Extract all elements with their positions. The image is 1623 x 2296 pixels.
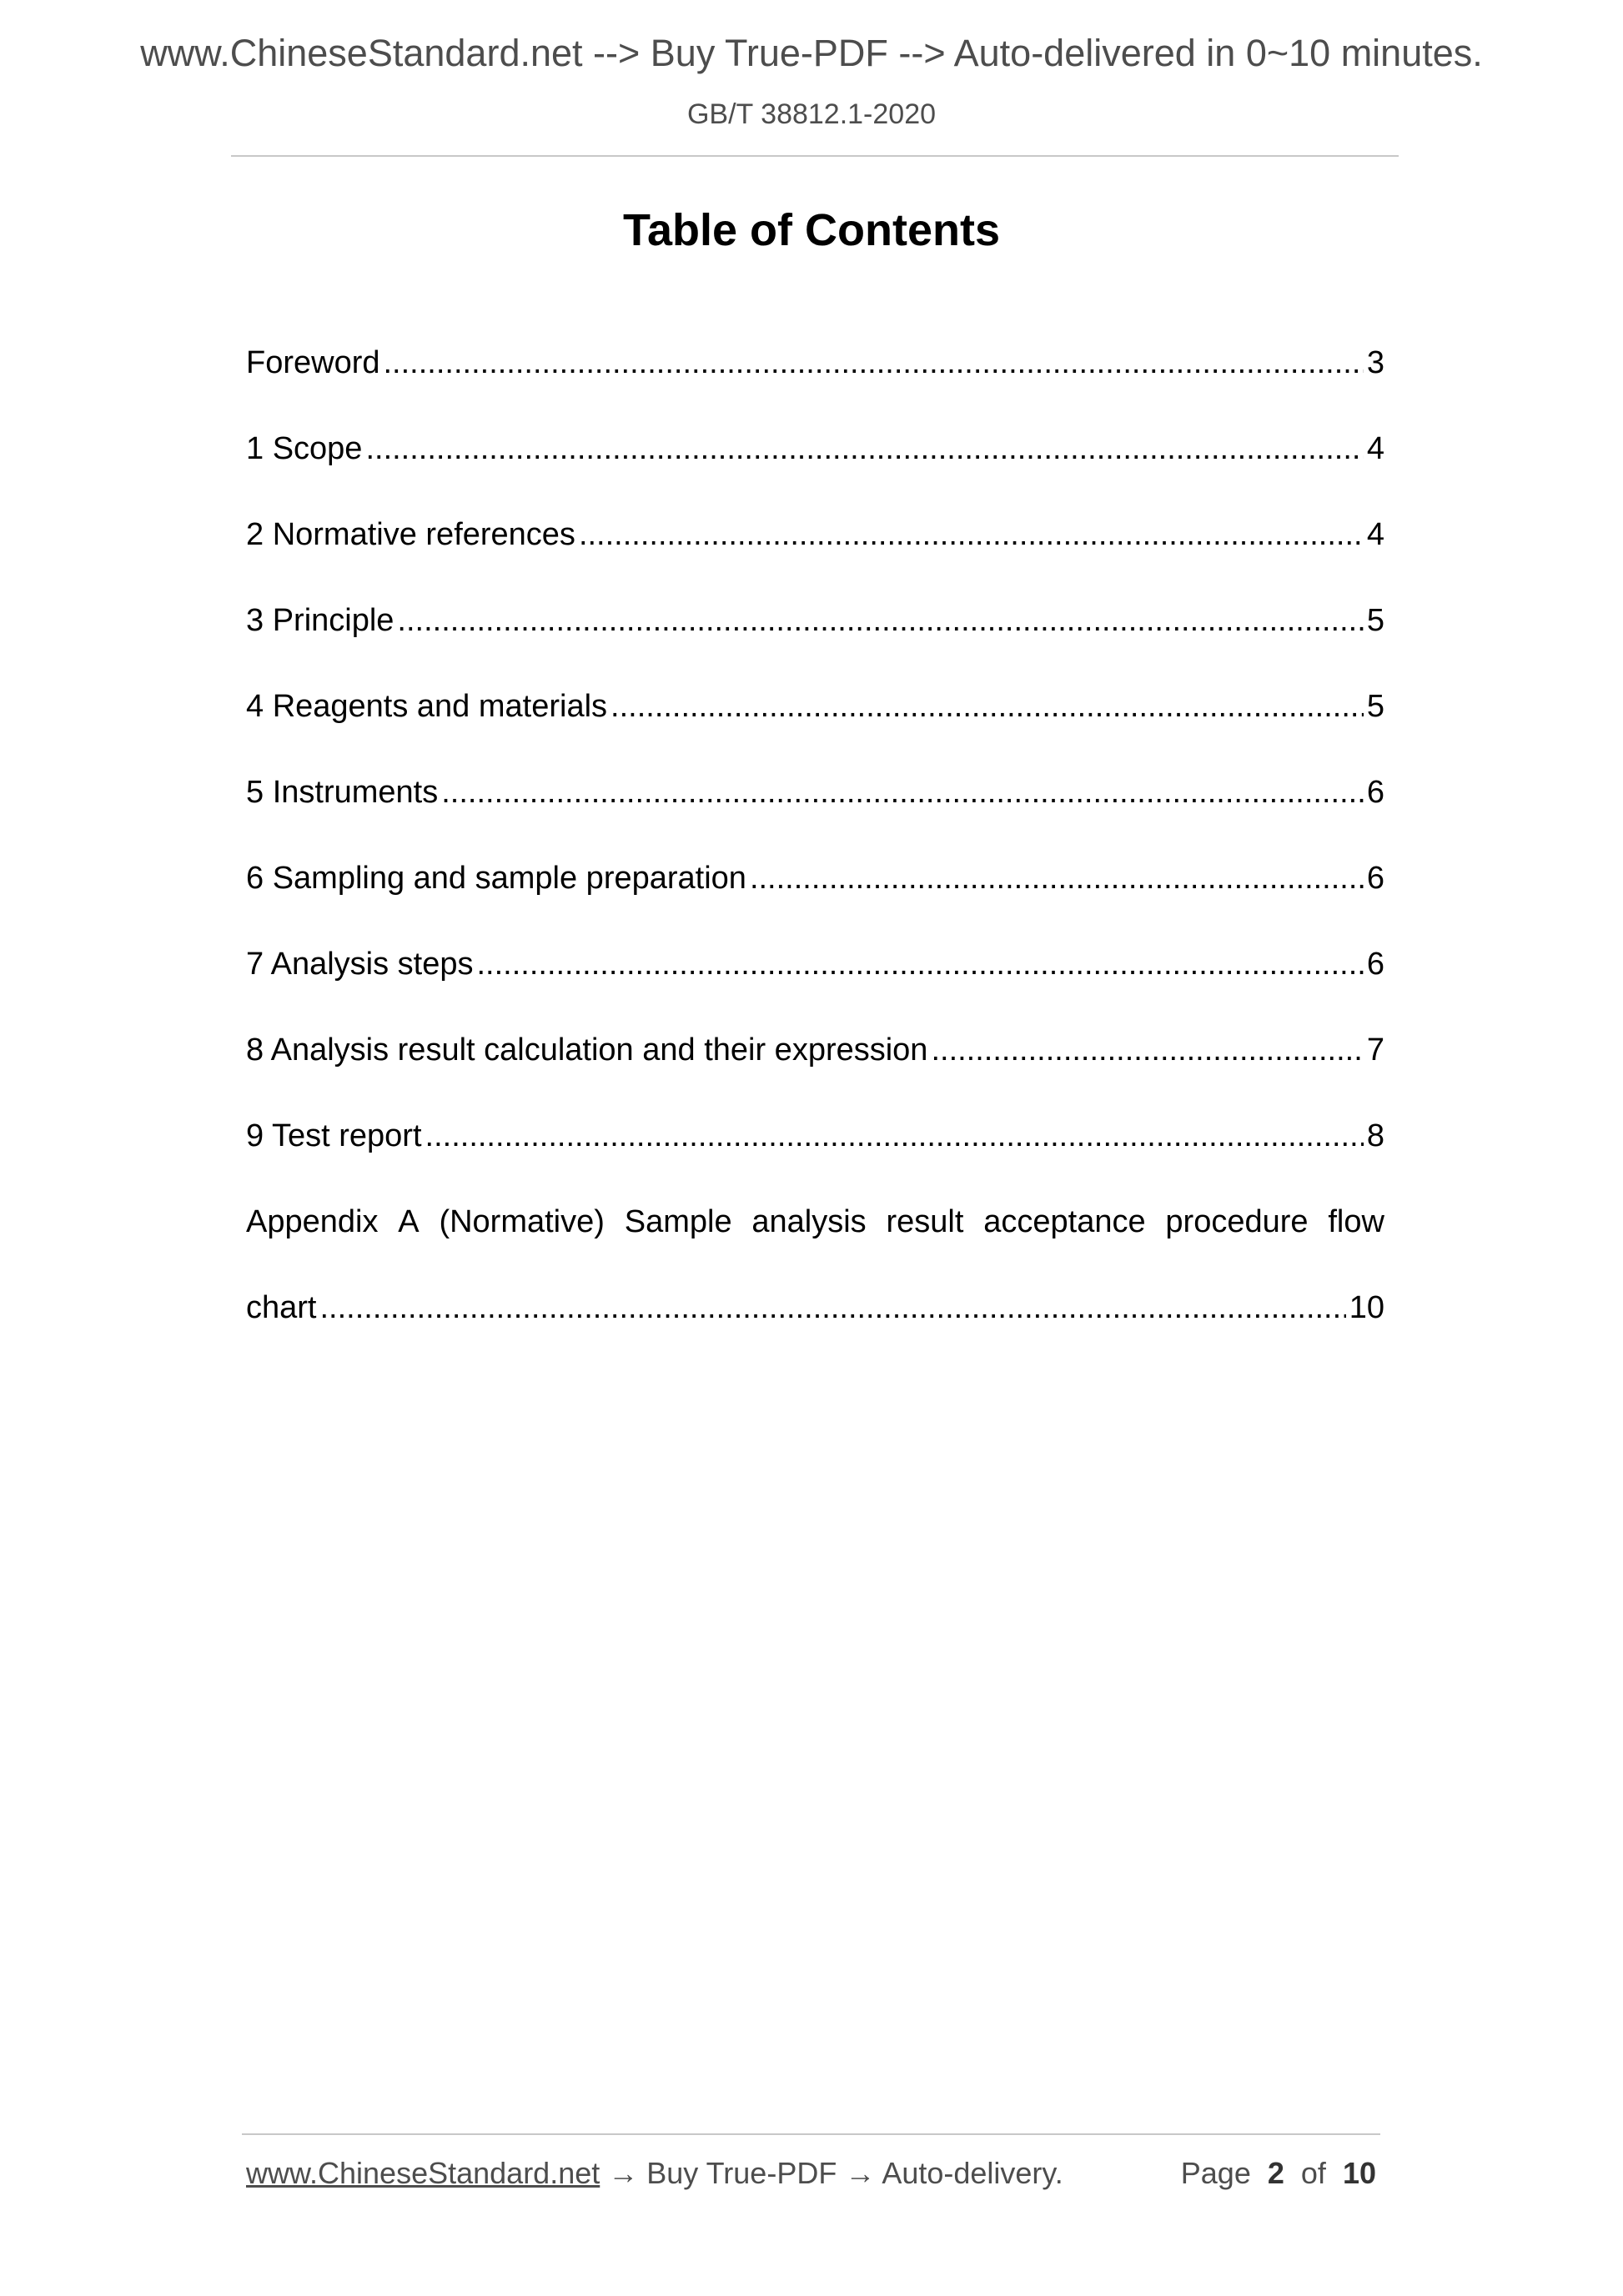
- toc-leader: [611, 677, 1364, 736]
- toc-leader: [397, 591, 1363, 650]
- toc-leader: [931, 1021, 1363, 1079]
- toc-entry-page: 3: [1366, 345, 1384, 380]
- toc-appendix-word: procedure: [1165, 1204, 1309, 1239]
- toc-leader: [425, 1107, 1364, 1165]
- toc-entry-reagents-and-materials[interactable]: [246, 677, 1384, 763]
- toc-entry-appendix-a[interactable]: [246, 1193, 1384, 1279]
- toc-entry-principle[interactable]: [246, 591, 1384, 677]
- toc-leader: [319, 1279, 1345, 1337]
- toc-leader: [579, 505, 1364, 564]
- toc-appendix-word: Appendix: [246, 1204, 379, 1239]
- page-prefix: Page: [1180, 2156, 1251, 2190]
- toc-entry-page: 5: [1366, 603, 1384, 638]
- toc-entry-label: 7 Analysis steps: [246, 947, 474, 982]
- toc-entry-test-report[interactable]: [246, 1107, 1384, 1193]
- toc-entry-label: 5 Instruments: [246, 775, 439, 810]
- toc-entry-label: 3 Principle: [246, 603, 394, 638]
- toc-entry-label: 2 Normative references: [246, 517, 575, 552]
- toc-entry-page: 10: [1349, 1290, 1384, 1325]
- page-total: 10: [1342, 2156, 1376, 2190]
- toc-entry-result-calculation[interactable]: [246, 1021, 1384, 1107]
- toc-appendix-word: analysis: [751, 1204, 867, 1239]
- toc-entry-scope[interactable]: [246, 420, 1384, 505]
- toc-appendix-word: (Normative): [439, 1204, 605, 1239]
- toc-entry-appendix-a-continuation[interactable]: [246, 1279, 1384, 1364]
- footer-tagline: → Buy True-PDF → Auto-delivery.: [600, 2156, 1063, 2190]
- toc-entry-label: Foreword: [246, 345, 380, 380]
- toc-entry-page: 4: [1366, 517, 1384, 552]
- footer-site-link[interactable]: www.ChineseStandard.net: [246, 2156, 600, 2190]
- toc-leader: [750, 849, 1364, 907]
- toc-entry-sampling[interactable]: [246, 849, 1384, 935]
- toc-entry-analysis-steps[interactable]: [246, 935, 1384, 1021]
- page-footer: [246, 2156, 1376, 2191]
- toc-appendix-word: A: [398, 1204, 420, 1239]
- toc-entry-label: 4 Reagents and materials: [246, 689, 608, 724]
- toc-entry-label: chart: [246, 1290, 317, 1325]
- toc-entry-foreword[interactable]: [246, 334, 1384, 420]
- toc-entry-page: 6: [1366, 861, 1384, 896]
- toc-entry-page: 8: [1366, 1118, 1384, 1153]
- toc-leader: [476, 935, 1363, 993]
- toc-entry-page: 5: [1366, 689, 1384, 724]
- header-banner: www.ChineseStandard.net --> Buy True-PDF --> Auto-delivered in 0~10 minutes.: [140, 32, 1483, 74]
- page-number: [1181, 2156, 1376, 2191]
- toc-entry-label: 9 Test report: [246, 1118, 422, 1153]
- standard-code: GB/T 38812.1-2020: [686, 98, 937, 130]
- toc-appendix-word: result: [886, 1204, 964, 1239]
- footer-promo: [246, 2156, 1063, 2191]
- header-divider: [231, 155, 1399, 157]
- page-of: of: [1300, 2156, 1326, 2190]
- toc-leader: [365, 420, 1363, 478]
- toc-list: [246, 334, 1384, 1364]
- toc-entry-label: 1 Scope: [246, 431, 363, 466]
- toc-appendix-word: Sample: [624, 1204, 732, 1239]
- toc-entry-label: 6 Sampling and sample preparation: [246, 861, 746, 896]
- toc-title: Table of Contents: [623, 205, 1000, 255]
- toc-entry-page: 4: [1366, 431, 1384, 466]
- toc-entry-page: 6: [1366, 947, 1384, 982]
- page-current: 2: [1267, 2156, 1284, 2190]
- toc-entry-page: 7: [1366, 1032, 1384, 1068]
- toc-leader: [384, 334, 1364, 392]
- toc-appendix-word: flow: [1328, 1204, 1384, 1239]
- toc-entry-label: 8 Analysis result calculation and their expression: [246, 1032, 928, 1068]
- toc-entry-instruments[interactable]: [246, 763, 1384, 849]
- toc-appendix-word: acceptance: [983, 1204, 1146, 1239]
- toc-entry-normative-references[interactable]: [246, 505, 1384, 591]
- toc-entry-page: 6: [1366, 775, 1384, 810]
- footer-divider: [242, 2133, 1380, 2135]
- toc-leader: [441, 763, 1364, 821]
